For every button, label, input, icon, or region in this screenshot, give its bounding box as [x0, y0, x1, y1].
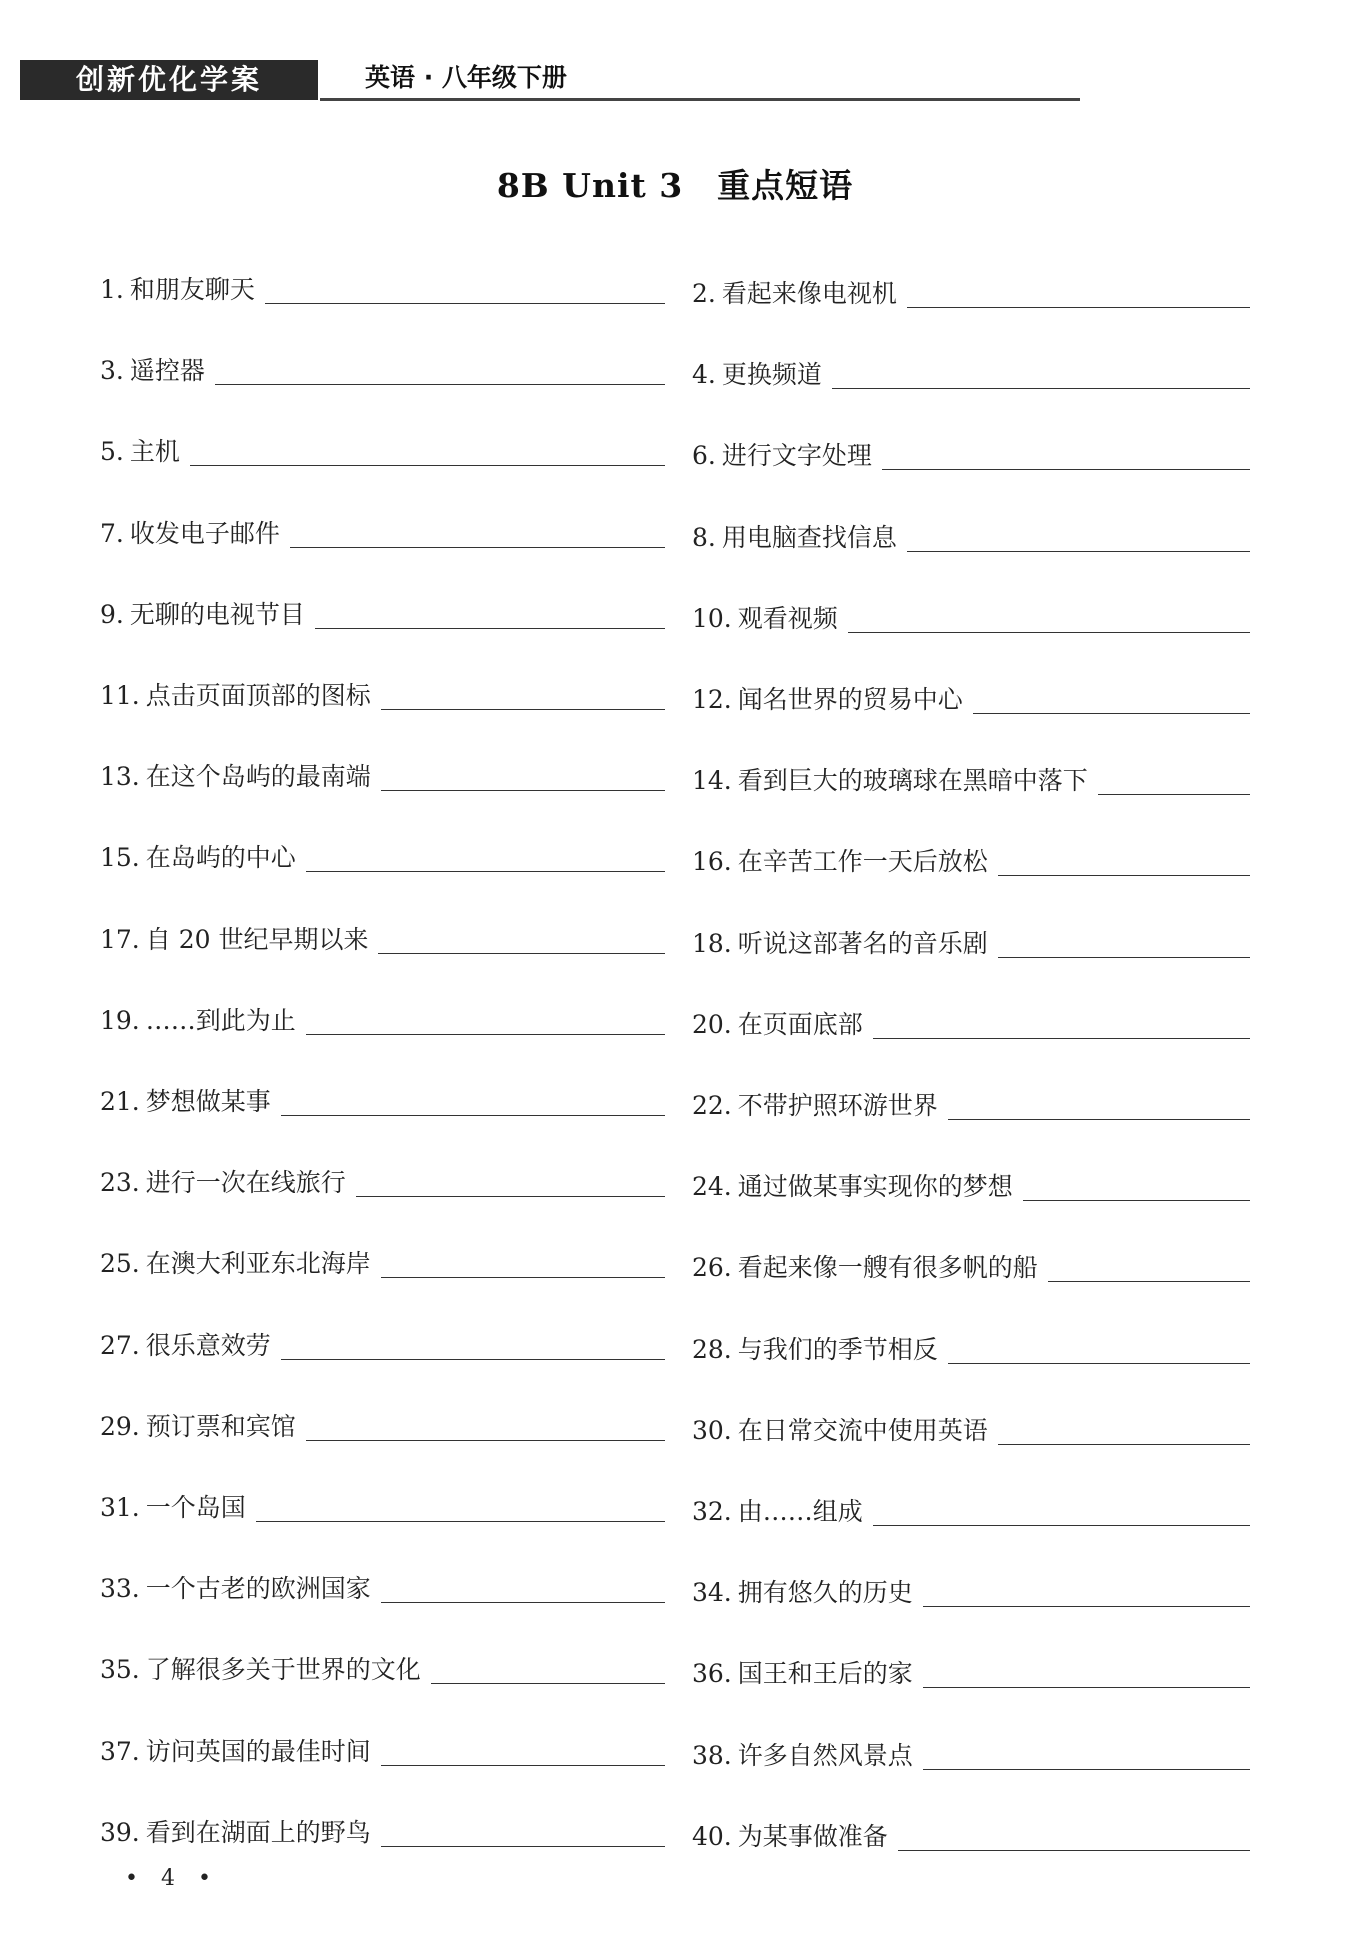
answer-blank[interactable] — [381, 1822, 665, 1847]
phrase-number: 12. — [692, 685, 732, 714]
phrase-text: 访问英国的最佳时间 — [145, 1736, 371, 1766]
phrase-text: ……到此为止 — [145, 1005, 296, 1035]
answer-blank[interactable] — [306, 1416, 665, 1441]
answer-blank[interactable] — [215, 360, 665, 385]
phrase-item — [692, 1732, 1250, 1772]
answer-blank[interactable] — [281, 1335, 665, 1360]
phrase-item — [692, 838, 1250, 878]
phrase-text: 进行文字处理 — [721, 441, 872, 471]
phrase-number: 24. — [692, 1172, 732, 1202]
phrase-item — [692, 1001, 1250, 1041]
phrase-text: 看起来像电视机 — [721, 279, 897, 308]
phrase-number: 39. — [100, 1817, 140, 1847]
answer-blank[interactable] — [923, 1663, 1250, 1688]
phrase-number: 16. — [692, 847, 732, 877]
phrase-item — [692, 432, 1250, 472]
phrase-number: 36. — [692, 1659, 732, 1689]
phrase-text: 收发电子邮件 — [129, 518, 280, 548]
answer-blank[interactable] — [378, 929, 665, 954]
phrase-item — [692, 920, 1250, 960]
answer-blank[interactable] — [256, 1497, 665, 1522]
phrase-number: 40. — [692, 1821, 732, 1851]
answer-blank[interactable] — [907, 527, 1250, 552]
phrase-number: 37. — [100, 1736, 140, 1766]
phrase-text: 在日常交流中使用英语 — [737, 1415, 988, 1445]
phrase-text: 了解很多关于世界的文化 — [145, 1655, 421, 1685]
phrase-number: 6. — [692, 441, 716, 471]
phrase-number: 15. — [100, 843, 140, 873]
phrase-item — [100, 1078, 665, 1118]
phrase-item — [692, 757, 1250, 797]
answer-blank[interactable] — [306, 1010, 665, 1035]
answer-blank[interactable] — [1098, 770, 1250, 795]
phrase-item — [100, 672, 665, 712]
answer-blank[interactable] — [898, 1826, 1250, 1851]
phrase-number: 23. — [100, 1168, 140, 1198]
answer-blank[interactable] — [1048, 1257, 1250, 1282]
phrase-item — [692, 1082, 1250, 1122]
phrase-number: 33. — [100, 1574, 140, 1604]
phrase-number: 3. — [100, 356, 124, 386]
phrase-item — [100, 1646, 665, 1686]
answer-blank[interactable] — [290, 523, 665, 548]
page-header — [20, 60, 1080, 102]
phrase-item — [100, 266, 665, 306]
phrase-item — [692, 676, 1250, 716]
answer-blank[interactable] — [381, 685, 665, 710]
phrase-item — [100, 510, 665, 550]
phrase-text: 在辛苦工作一天后放松 — [737, 847, 988, 877]
phrase-text: 预订票和宾馆 — [145, 1411, 296, 1441]
phrase-text: 和朋友聊天 — [129, 275, 255, 304]
phrase-text: 在这个岛屿的最南端 — [145, 762, 371, 792]
phrase-number: 2. — [692, 279, 716, 308]
answer-blank[interactable] — [998, 1420, 1250, 1445]
phrase-item — [100, 428, 665, 468]
phrase-item — [100, 1159, 665, 1199]
phrase-number: 29. — [100, 1411, 140, 1441]
phrase-number: 13. — [100, 762, 140, 792]
phrase-number: 31. — [100, 1493, 140, 1522]
phrase-number: 35. — [100, 1655, 140, 1685]
phrase-number: 19. — [100, 1005, 140, 1035]
phrase-item — [692, 1488, 1250, 1528]
phrase-number: 26. — [692, 1253, 732, 1283]
phrase-text: 一个岛国 — [145, 1493, 246, 1522]
phrase-item — [100, 347, 665, 387]
phrase-text: 看到在湖面上的野鸟 — [145, 1817, 371, 1847]
answer-blank[interactable] — [1023, 1176, 1250, 1201]
phrase-text: 不带护照环游世界 — [737, 1091, 938, 1120]
phrase-number: 30. — [692, 1415, 732, 1445]
phrase-text: 看起来像一艘有很多帆的船 — [737, 1253, 1038, 1283]
phrase-item — [692, 1163, 1250, 1203]
phrase-item — [692, 1326, 1250, 1366]
answer-blank[interactable] — [973, 689, 1250, 714]
answer-blank[interactable] — [923, 1745, 1250, 1770]
phrase-number: 8. — [692, 522, 716, 552]
phrase-number: 34. — [692, 1578, 732, 1608]
phrase-number: 22. — [692, 1091, 732, 1120]
phrase-number: 25. — [100, 1249, 140, 1279]
answer-blank[interactable] — [882, 445, 1250, 470]
answer-blank[interactable] — [381, 1253, 665, 1278]
answer-blank[interactable] — [873, 1501, 1250, 1526]
answer-blank[interactable] — [923, 1582, 1250, 1607]
answer-blank[interactable] — [265, 279, 665, 304]
book-title: 英语 · 八年级下册 — [365, 63, 567, 92]
phrase-number: 9. — [100, 599, 124, 629]
phrase-text: 进行一次在线旅行 — [145, 1168, 346, 1198]
phrase-number: 7. — [100, 518, 124, 548]
phrase-item — [692, 1244, 1250, 1284]
phrase-item — [692, 351, 1250, 391]
phrase-item — [100, 1565, 665, 1605]
answer-blank[interactable] — [948, 1095, 1250, 1120]
phrase-text: 用电脑查找信息 — [721, 522, 897, 552]
answer-blank[interactable] — [315, 604, 665, 629]
phrase-number: 5. — [100, 437, 124, 467]
answer-blank[interactable] — [431, 1659, 665, 1684]
page-title: 8B Unit 3 重点短语 — [496, 166, 854, 205]
phrase-number: 17. — [100, 924, 140, 954]
phrase-item — [692, 1407, 1250, 1447]
phrase-item — [100, 916, 665, 956]
phrase-text: 点击页面顶部的图标 — [145, 681, 371, 710]
phrase-text: 一个古老的欧洲国家 — [145, 1574, 371, 1604]
answer-blank[interactable] — [381, 766, 665, 791]
answer-blank[interactable] — [998, 851, 1250, 876]
phrase-text: 拥有悠久的历史 — [737, 1578, 913, 1608]
phrase-number: 32. — [692, 1497, 732, 1526]
brand-logo: 创新优化学案 — [20, 60, 318, 100]
phrase-text: 自 20 世纪早期以来 — [145, 924, 369, 954]
phrase-text: 无聊的电视节目 — [129, 599, 305, 629]
phrase-item — [100, 834, 665, 874]
page-number: • 4 • — [125, 1866, 219, 1891]
phrase-item — [692, 514, 1250, 554]
phrase-number: 4. — [692, 360, 716, 390]
phrase-text: 为某事做准备 — [737, 1821, 888, 1851]
answer-blank[interactable] — [948, 1339, 1250, 1364]
answer-blank[interactable] — [907, 283, 1250, 308]
phrase-text: 听说这部著名的音乐剧 — [737, 928, 988, 958]
answer-blank[interactable] — [356, 1172, 665, 1197]
phrase-number: 18. — [692, 928, 732, 958]
phrase-text: 由……组成 — [737, 1497, 863, 1526]
answer-blank[interactable] — [381, 1578, 665, 1603]
phrase-item — [100, 1403, 665, 1443]
phrase-item — [692, 1569, 1250, 1609]
phrase-item — [692, 595, 1250, 635]
header-divider — [320, 98, 1080, 101]
phrase-item — [100, 997, 665, 1037]
phrase-item — [692, 1813, 1250, 1853]
phrase-item — [100, 1728, 665, 1768]
answer-blank[interactable] — [832, 364, 1250, 389]
phrase-text: 观看视频 — [737, 603, 838, 633]
phrase-text: 主机 — [129, 437, 180, 467]
answer-blank[interactable] — [190, 441, 665, 466]
phrase-text: 与我们的季节相反 — [737, 1334, 938, 1364]
phrase-text: 通过做某事实现你的梦想 — [737, 1172, 1013, 1202]
phrase-number: 21. — [100, 1087, 140, 1116]
phrase-item — [100, 1240, 665, 1280]
phrase-text: 更换频道 — [721, 360, 822, 390]
answer-blank[interactable] — [848, 608, 1250, 633]
phrase-text: 遥控器 — [129, 356, 205, 386]
phrase-number: 38. — [692, 1740, 732, 1770]
phrase-text: 闻名世界的贸易中心 — [737, 685, 963, 714]
phrase-item — [100, 1484, 665, 1524]
answer-blank[interactable] — [998, 933, 1250, 958]
answer-blank[interactable] — [873, 1014, 1250, 1039]
phrase-text: 很乐意效劳 — [145, 1330, 271, 1360]
phrase-text: 看到巨大的玻璃球在黑暗中落下 — [737, 766, 1088, 796]
answer-blank[interactable] — [306, 847, 665, 872]
answer-blank[interactable] — [281, 1091, 665, 1116]
phrase-number: 27. — [100, 1330, 140, 1360]
phrase-number: 14. — [692, 766, 732, 796]
phrase-item — [100, 591, 665, 631]
phrase-text: 在页面底部 — [737, 1009, 863, 1039]
phrase-item — [692, 1650, 1250, 1690]
phrase-item — [692, 270, 1250, 310]
phrase-number: 10. — [692, 603, 732, 633]
phrase-text: 许多自然风景点 — [737, 1740, 913, 1770]
phrase-text: 在澳大利亚东北海岸 — [145, 1249, 371, 1279]
phrase-number: 11. — [100, 681, 140, 710]
phrase-item — [100, 753, 665, 793]
phrase-number: 28. — [692, 1334, 732, 1364]
phrase-item — [100, 1322, 665, 1362]
phrase-text: 梦想做某事 — [145, 1087, 271, 1116]
phrase-item — [100, 1809, 665, 1849]
phrase-number: 1. — [100, 275, 124, 304]
phrase-text: 在岛屿的中心 — [145, 843, 296, 873]
phrase-text: 国王和王后的家 — [737, 1659, 913, 1689]
answer-blank[interactable] — [381, 1741, 665, 1766]
phrase-number: 20. — [692, 1009, 732, 1039]
